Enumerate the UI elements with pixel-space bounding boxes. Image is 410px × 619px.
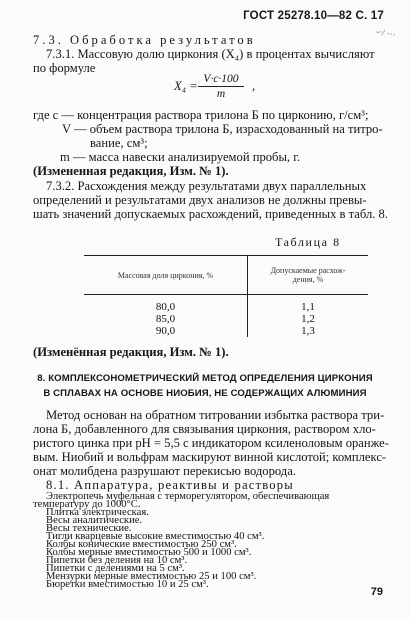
table-8 — [84, 255, 368, 337]
intro-line-1: Метод основан на обратном титровании избытка раствора три- — [46, 408, 385, 422]
formula-comma: , — [252, 79, 256, 93]
section-8-heading-line2: В СПЛАВАХ НА ОСНОВЕ НИОБИЯ, НЕ СОДЕРЖАЩИХ АЛЮМИНИЯ — [43, 388, 367, 399]
table-cell-zr-0: 80,0 — [155, 301, 176, 313]
item-2: Плитка электрическая. — [46, 507, 149, 518]
table-cell-dev — [248, 295, 369, 338]
item-0: Электропечь муфельная с терморегулятором, обеспечивающая — [46, 491, 330, 502]
para-7-3-2-line2: определений и результатами двух анализов не должны превы- — [33, 193, 367, 207]
table-header-zirconium: Массовая доля циркония, % — [84, 256, 248, 295]
table-header-deviation-line1: Допускаемые расхож- — [270, 266, 346, 275]
item-8: Пипетки без деления на 10 см³. — [46, 555, 188, 566]
table-cell-zr-1: 85,0 — [155, 313, 176, 325]
intro-line-3: ристого цинка при pH = 5,5 с индикатором ксиленоловым оранже- — [33, 436, 389, 450]
item-11: Бюретки вместимостью 10 и 25 см³. — [46, 579, 209, 590]
amendment-note-2: (Изменённая редакция, Изм. № 1). — [33, 345, 229, 359]
formula-denominator: m — [216, 88, 226, 100]
table-cell-dev-0: 1,1 — [301, 301, 315, 313]
formula-lhs: X₄ = — [174, 79, 198, 93]
item-9: Пипетки с делениями на 5 см³. — [46, 563, 185, 574]
corner-mark: -·/ ··· — [375, 26, 397, 40]
item-7: Колбы мерные вместимостью 500 и 1000 см³. — [46, 547, 252, 558]
item-10: Мензурки мерные вместимостью 25 и 100 см³. — [46, 571, 257, 582]
amendment-note-1: (Измененная редакция, Изм. № 1). — [33, 164, 229, 178]
where-m: m — масса навески анализируемой пробы, г. — [60, 150, 301, 164]
page-number: 79 — [370, 586, 383, 598]
para-7-3-1-line2: по формуле — [33, 61, 96, 75]
table-cell-dev-2: 1,3 — [301, 325, 315, 337]
intro-line-4: вым. Ниобий и вольфрам маскируют винной кислотой; комплекс- — [33, 450, 387, 464]
where-V-line2: вание, см³; — [90, 136, 148, 150]
para-7-3-1-line1: 7.3.1. Массовую долю циркония (X₄) в процентах вычисляют — [46, 47, 375, 61]
fraction-bar — [198, 86, 244, 87]
para-7-3-2-line3: шать значений допускаемых расхождений, приведенных в табл. 8. — [33, 207, 389, 221]
table-cell-dev-1: 1,2 — [301, 313, 315, 325]
section-7-3-title: 7.3. Обработка результатов — [33, 33, 256, 47]
item-6: Колбы конические вместимостью 250 см³. — [46, 539, 237, 550]
formula-numerator: V·c·100 — [203, 73, 239, 85]
item-3: Весы аналитические. — [46, 515, 143, 526]
table-cell-zr — [84, 295, 248, 338]
intro-line-2: лона Б, добавленного для связывания циркония, раствором хло- — [33, 422, 376, 436]
table-caption: Таблица 8 — [275, 235, 341, 249]
running-header: ГОСТ 25278.10—82 С. 17 — [243, 10, 384, 22]
item-4: Весы технические. — [46, 523, 132, 534]
where-V-line1: V — объем раствора трилона Б, израсходованный на титро- — [62, 122, 383, 136]
item-5: Тигли кварцевые высокие вместимостью 40 см³. — [46, 531, 265, 542]
section-8-1-title: 8.1. Аппаратура, реактивы и растворы — [46, 478, 294, 492]
intro-line-5: онат молибдена разрушают перекисью водорода. — [33, 464, 296, 478]
where-c: где c — концентрация раствора трилона Б по цирконию, г/см³; — [33, 108, 369, 122]
section-8-heading-line1: 8. КОМПЛЕКСОНОМЕТРИЧЕСКИЙ МЕТОД ОПРЕДЕЛЕНИЯ ЦИРКОНИЯ — [37, 373, 373, 384]
table-cell-zr-2: 90,0 — [155, 325, 176, 337]
item-1: температуру до 1000°С. — [33, 499, 141, 510]
formula-fraction — [198, 73, 244, 100]
table-header-deviation — [248, 256, 369, 295]
table-header-deviation-line2: дения, % — [292, 275, 324, 284]
para-7-3-2-line1: 7.3.2. Расхождения между результатами двух параллельных — [46, 179, 367, 193]
